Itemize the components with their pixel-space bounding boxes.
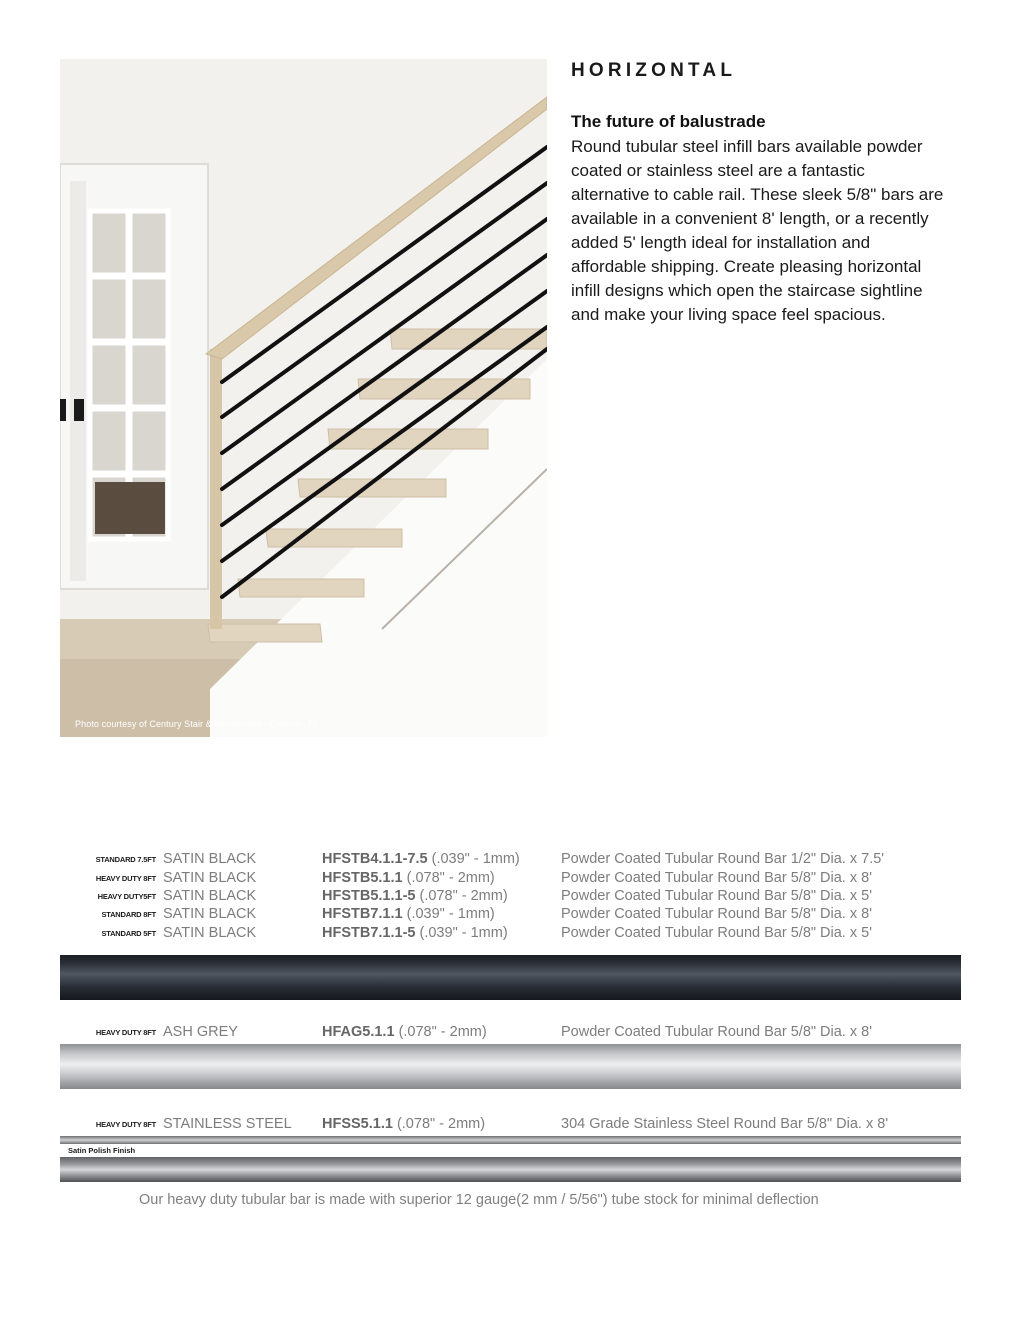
product-code: HFSS5.1.1: [322, 1116, 393, 1132]
product-description: Powder Coated Tubular Round Bar 5/8" Dia. x 8': [561, 870, 872, 886]
product-gauge: (.039" - 1mm): [419, 925, 508, 941]
stainless-steel-bar-swatch: [60, 1157, 961, 1182]
product-code: HFSTB7.1.1: [322, 906, 403, 922]
product-gauge: (.078" - 2mm): [419, 888, 508, 904]
product-code-cell: [322, 1024, 487, 1040]
product-code: HFSTB4.1.1-7.5: [322, 851, 428, 867]
product-code-cell: [322, 870, 495, 886]
product-color: SATIN BLACK: [163, 870, 257, 886]
product-color: SATIN BLACK: [163, 906, 257, 922]
product-code: HFSTB5.1.1-5: [322, 888, 416, 904]
product-color: ASH GREY: [163, 1024, 238, 1040]
product-description: Powder Coated Tubular Round Bar 5/8" Dia. x 8': [561, 1024, 872, 1040]
product-description: Powder Coated Tubular Round Bar 5/8" Dia. x 5': [561, 888, 872, 904]
product-row: [0, 851, 1020, 871]
product-row: [0, 906, 1020, 926]
product-color: SATIN BLACK: [163, 925, 257, 941]
product-code: HFSTB7.1.1-5: [322, 925, 416, 941]
staircase-illustration: [60, 59, 547, 737]
product-row: [0, 870, 1020, 890]
product-description: Powder Coated Tubular Round Bar 5/8" Dia. x 8': [561, 906, 872, 922]
description-paragraph: Round tubular steel infill bars available powder coated or stainless steel are a fantastic alternative to cable rail. These sleek 5/8" bars are available in a convenient 8' length, or a recently added 5' length ideal for installation and affordable shipping. Create pleasing horizontal infill designs which open the staircase sightline and make your living space feel spacious.: [571, 137, 944, 324]
product-gauge: (.078" - 2mm): [398, 1024, 487, 1040]
product-grade: STANDARD 8FT: [101, 910, 156, 919]
stainless-steel-bar-edge: [60, 1136, 961, 1144]
product-grade: STANDARD 7.5FT: [95, 855, 156, 864]
product-code-cell: [322, 925, 508, 941]
satin-black-bar-swatch: [60, 955, 961, 1000]
section-subheading: The future of balustrade: [571, 112, 766, 131]
product-description: Powder Coated Tubular Round Bar 1/2" Dia. x 7.5': [561, 851, 885, 867]
product-gauge: (.078" - 2mm): [396, 1116, 486, 1132]
product-gauge: (.078" - 2mm): [406, 870, 495, 886]
product-code: HFAG5.1.1: [322, 1024, 395, 1040]
product-code-cell: [322, 906, 495, 922]
product-gauge: (.039" - 1mm): [406, 906, 495, 922]
product-row: [0, 888, 1020, 908]
product-code: HFSTB5.1.1: [322, 870, 403, 886]
product-row: [0, 1024, 1020, 1044]
product-grade: HEAVY DUTY 8FT: [95, 1028, 156, 1037]
product-color: SATIN BLACK: [163, 851, 257, 867]
product-row: [0, 925, 1020, 945]
page-title: HORIZONTAL: [571, 60, 737, 81]
product-grade: HEAVY DUTY 8FT: [95, 874, 156, 883]
finish-label: Satin Polish Finish: [68, 1146, 136, 1155]
ash-grey-bar-swatch: [60, 1044, 961, 1089]
product-code-cell: [322, 1116, 485, 1132]
product-code-cell: [322, 851, 520, 867]
product-description: Powder Coated Tubular Round Bar 5/8" Dia. x 5': [561, 925, 872, 941]
product-grade: HEAVY DUTY5FT: [97, 892, 156, 901]
product-color: STAINLESS STEEL: [163, 1116, 292, 1132]
product-grade: STANDARD 5FT: [101, 929, 156, 938]
footnote: Our heavy duty tubular bar is made with superior 12 gauge(2 mm / 5/56") tube stock for minimal deflection: [139, 1192, 819, 1208]
product-description: 304 Grade Stainless Steel Round Bar 5/8" Dia. x 8': [561, 1116, 889, 1132]
product-color: SATIN BLACK: [163, 888, 257, 904]
product-row: [0, 1116, 1020, 1136]
photo-credit: Photo courtesy of Century Stair & Woodworks - Orlando, FL: [75, 719, 320, 729]
product-code-cell: [322, 888, 508, 904]
product-grade: HEAVY DUTY 8FT: [95, 1120, 156, 1129]
product-gauge: (.039" - 1mm): [431, 851, 520, 867]
staircase-photo: [60, 59, 547, 737]
